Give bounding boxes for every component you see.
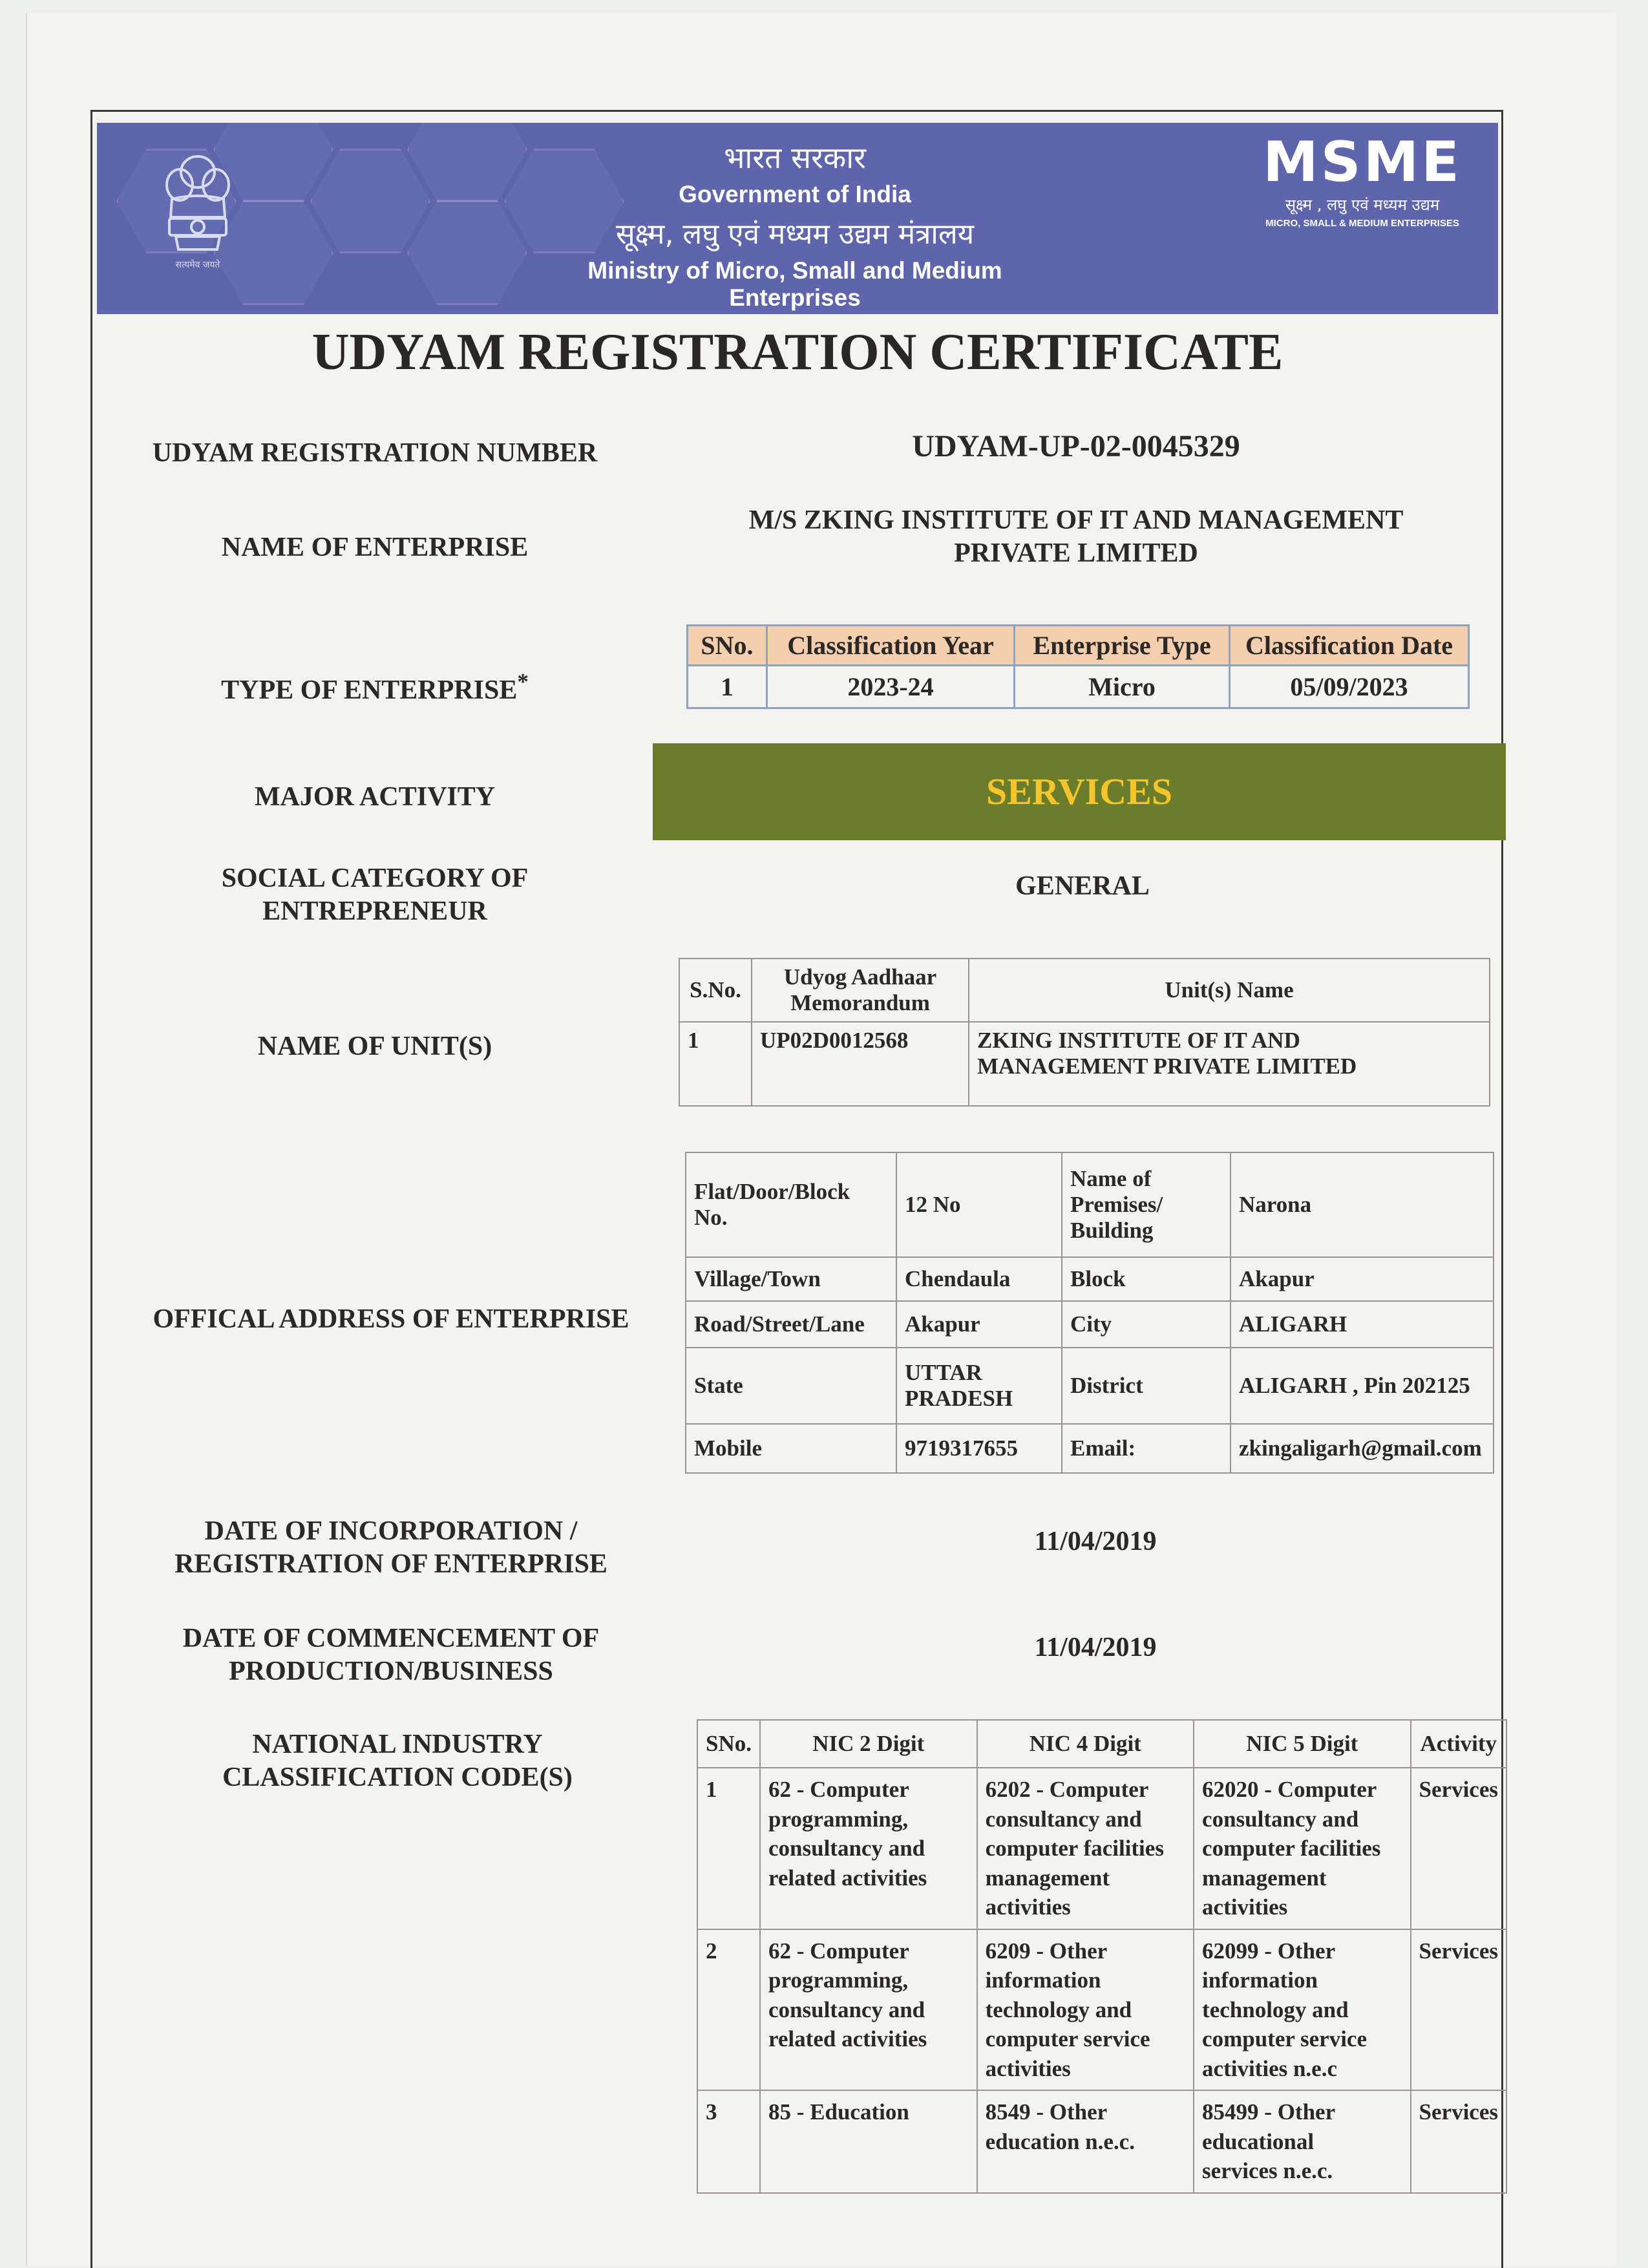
units-cell-name-line-2: MANAGEMENT PRIVATE LIMITED [977, 1054, 1357, 1079]
nic-cell-activity: Services [1411, 1768, 1506, 1929]
addr-flat-label [686, 1152, 896, 1257]
addr-city-value: ALIGARH [1231, 1301, 1494, 1348]
enterprise-type-label [129, 668, 620, 707]
addr-mobile-label: Mobile [686, 1424, 896, 1473]
ministry-hindi: सूक्ष्म, लघु एवं मध्यम उद्यम मंत्रालय [615, 218, 975, 251]
nic-label-line-1: NATIONAL INDUSTRY [252, 1730, 543, 1759]
nic-cell-nic4-line: education n.e.c. [985, 2128, 1135, 2154]
msme-logo-hindi: सूक्ष्म , लघु एवं मध्यम उद्यम [1285, 196, 1440, 214]
enterprise-name-line-1: M/S ZKING INSTITUTE OF IT AND MANAGEMENT [748, 505, 1404, 535]
nic-cell-activity: Services [1411, 1929, 1506, 2091]
header-banner [97, 123, 1498, 314]
nic-cell-nic2-line: programming, [768, 1967, 909, 1993]
reg-no-label: UDYAM REGISTRATION NUMBER [152, 438, 598, 468]
reg-no-value: UDYAM-UP-02-0045329 [912, 429, 1240, 463]
address-label: OFFICAL ADDRESS OF ENTERPRISE [153, 1304, 629, 1334]
addr-state-label: State [686, 1348, 896, 1424]
addr-state-value-line-1: UTTAR [905, 1360, 982, 1385]
addr-district-label: District [1062, 1348, 1231, 1424]
commencement-date-label-line-2: PRODUCTION/BUSINESS [229, 1657, 553, 1687]
nic-cell-nic4 [977, 1768, 1194, 1929]
nic-cell-nic5 [1194, 2090, 1411, 2193]
addr-block-value: Akapur [1231, 1257, 1494, 1301]
addr-flat-label-line-2: No. [694, 1205, 728, 1230]
nic-cell-nic4-line: technology and [985, 1997, 1132, 2022]
nic-cell-nic5-line: activities n.e.c [1202, 2055, 1338, 2081]
units-cell-name-line-1: ZKING INSTITUTE OF IT AND [977, 1028, 1300, 1053]
addr-mobile-value: 9719317655 [896, 1424, 1062, 1473]
nic-cell-nic5-line: activities [1202, 1894, 1288, 1920]
major-activity-label: MAJOR ACTIVITY [254, 782, 496, 812]
addr-flat-value: 12 No [896, 1152, 1062, 1257]
units-header-uam [752, 959, 969, 1022]
commencement-date-label [129, 1622, 653, 1688]
nic-cell-nic4-line: 6202 - Computer [985, 1777, 1149, 1802]
nic-cell-nic4-line: 6209 - Other [985, 1938, 1108, 1964]
nic-cell-nic4-line: activities [985, 1894, 1071, 1920]
social-category-label-line-1: SOCIAL CATEGORY OF [221, 864, 529, 893]
incorporation-date-label-line-1: DATE OF INCORPORATION / [204, 1516, 578, 1546]
nic-cell-nic2-line: 62 - Computer [768, 1938, 909, 1964]
nic-cell-sno: 1 [697, 1768, 760, 1929]
commencement-date-value: 11/04/2019 [1034, 1633, 1157, 1662]
addr-road-value: Akapur [896, 1301, 1062, 1348]
nic-header-nic5: NIC 5 Digit [1194, 1720, 1411, 1768]
cls-cell-date: 05/09/2023 [1230, 666, 1469, 708]
nic-cell-nic4-line: consultancy and [985, 1806, 1142, 1832]
incorporation-date-label [129, 1515, 653, 1581]
nic-cell-nic4-line: computer facilities [985, 1836, 1164, 1861]
units-header-name: Unit(s) Name [969, 959, 1490, 1022]
nic-cell-nic2-line: programming, [768, 1806, 909, 1832]
nic-cell-nic4-line: computer service [985, 2026, 1150, 2051]
nic-cell-nic4-line: information [985, 1967, 1101, 1993]
nic-table-row [697, 1768, 1506, 1929]
nic-label [129, 1728, 666, 1794]
nic-cell-nic2-line: consultancy and [768, 1997, 925, 2022]
nic-cell-nic5 [1194, 1768, 1411, 1929]
social-category-value: GENERAL [1015, 871, 1150, 901]
enterprise-type-label-text: TYPE OF ENTERPRISE [221, 675, 518, 705]
nic-cell-nic5-line: computer service [1202, 2026, 1367, 2051]
nic-cell-nic5-line: management [1202, 1865, 1327, 1891]
nic-cell-nic2-line: consultancy and [768, 1836, 925, 1861]
addr-email-value: zkingaligarh@gmail.com [1231, 1424, 1494, 1473]
govt-english: Government of India [679, 181, 911, 207]
units-header-sno: S.No. [679, 959, 752, 1022]
addr-premises-value: Narona [1231, 1152, 1494, 1257]
commencement-date-label-line-1: DATE OF COMMENCEMENT OF [182, 1624, 600, 1653]
nic-cell-nic4-line: management [985, 1865, 1110, 1891]
nic-cell-nic5-line: 85499 - Other [1202, 2099, 1336, 2125]
nic-cell-nic4 [977, 1929, 1194, 2091]
msme-logo-english: MICRO, SMALL & MEDIUM ENTERPRISES [1265, 218, 1459, 229]
addr-state-value [896, 1348, 1062, 1424]
nic-cell-nic5-line: services n.e.c. [1202, 2158, 1333, 2183]
nic-cell-nic2-line: 85 - Education [768, 2099, 909, 2125]
nic-header-nic2: NIC 2 Digit [760, 1720, 977, 1768]
cls-cell-year: 2023-24 [767, 666, 1015, 708]
govt-hindi: भारत सरकार [724, 140, 866, 175]
nic-cell-nic2-line: related activities [768, 2026, 927, 2051]
classification-table [686, 624, 1470, 709]
nic-label-line-2: CLASSIFICATION CODE(S) [222, 1763, 573, 1793]
addr-village-value: Chendaula [896, 1257, 1062, 1301]
units-cell-uam: UP02D0012568 [752, 1022, 969, 1106]
enterprise-name-line-2: PRIVATE LIMITED [954, 538, 1198, 569]
nic-cell-nic5-line: consultancy and [1202, 1806, 1359, 1832]
address-table [685, 1152, 1494, 1474]
addr-premises-label-line-2: Premises/ [1070, 1192, 1163, 1217]
addr-state-value-line-2: PRADESH [905, 1386, 1013, 1411]
nic-table-row [697, 2090, 1506, 2193]
emblem-motto: सत्यमेव जयते [175, 260, 220, 270]
social-category-label [129, 862, 620, 928]
cls-header-year: Classification Year [767, 626, 1015, 666]
cls-header-type: Enterprise Type [1015, 626, 1230, 666]
enterprise-name-value [685, 504, 1467, 570]
social-category-label-line-2: ENTREPRENEUR [262, 896, 487, 927]
asterisk: * [517, 669, 529, 694]
nic-cell-nic5-line: 62099 - Other [1202, 1938, 1336, 1964]
nic-cell-nic4 [977, 2090, 1194, 2193]
units-cell-name [969, 1022, 1490, 1106]
cls-header-date: Classification Date [1230, 626, 1469, 666]
major-activity-value: SERVICES [653, 743, 1506, 840]
nic-table [697, 1719, 1507, 2194]
nic-cell-nic2 [760, 1929, 977, 2091]
addr-village-label: Village/Town [686, 1257, 896, 1301]
nic-cell-nic5-line: 62020 - Computer [1202, 1777, 1377, 1802]
units-table [679, 958, 1490, 1107]
nic-cell-nic4-line: 8549 - Other [985, 2099, 1108, 2125]
nic-cell-nic2-line: related activities [768, 1865, 927, 1891]
msme-logo-text: MSME [1263, 130, 1462, 195]
units-label: NAME OF UNIT(S) [257, 1032, 492, 1061]
nic-cell-nic5-line: computer facilities [1202, 1836, 1381, 1861]
banner-text [549, 136, 1041, 312]
addr-premises-label [1062, 1152, 1231, 1257]
incorporation-date-label-line-2: REGISTRATION OF ENTERPRISE [174, 1549, 607, 1580]
ministry-english: Ministry of Micro, Small and Medium Enterprises [587, 257, 1002, 311]
nic-cell-nic5 [1194, 1929, 1411, 2091]
nic-header-sno: SNo. [697, 1720, 760, 1768]
national-emblem-icon [153, 146, 243, 275]
cls-cell-type: Micro [1015, 666, 1230, 708]
nic-header-activity: Activity [1411, 1720, 1506, 1768]
cls-header-sno: SNo. [688, 626, 767, 666]
addr-district-value: ALIGARH , Pin 202125 [1231, 1348, 1494, 1424]
cls-cell-sno: 1 [688, 666, 767, 708]
addr-flat-label-line-1: Flat/Door/Block [694, 1179, 850, 1204]
nic-cell-nic5-line: technology and [1202, 1997, 1349, 2022]
addr-road-label: Road/Street/Lane [686, 1301, 896, 1348]
nic-table-row [697, 1929, 1506, 2091]
nic-cell-nic5-line: educational [1202, 2128, 1315, 2154]
nic-cell-nic2 [760, 1768, 977, 1929]
enterprise-name-label: NAME OF ENTERPRISE [221, 533, 529, 562]
units-cell-sno: 1 [679, 1022, 752, 1106]
units-header-uam-line-2: Memorandum [790, 990, 930, 1015]
nic-cell-activity: Services [1411, 2090, 1506, 2193]
nic-cell-nic2 [760, 2090, 977, 2193]
msme-logo [1240, 130, 1485, 229]
addr-premises-label-line-3: Building [1070, 1218, 1154, 1243]
addr-premises-label-line-1: Name of [1070, 1166, 1152, 1191]
addr-block-label: Block [1062, 1257, 1231, 1301]
nic-table-body [697, 1768, 1506, 2193]
units-header-uam-line-1: Udyog Aadhaar [783, 964, 937, 990]
nic-cell-sno: 3 [697, 2090, 760, 2193]
nic-cell-nic2-line: 62 - Computer [768, 1777, 909, 1802]
nic-header-nic4: NIC 4 Digit [977, 1720, 1194, 1768]
certificate-title: UDYAM REGISTRATION CERTIFICATE [312, 324, 1284, 381]
nic-cell-nic5-line: information [1202, 1967, 1318, 1993]
addr-email-label: Email: [1062, 1424, 1231, 1473]
nic-cell-nic4-line: activities [985, 2055, 1071, 2081]
incorporation-date-value: 11/04/2019 [1034, 1527, 1157, 1556]
addr-city-label: City [1062, 1301, 1231, 1348]
nic-cell-sno: 2 [697, 1929, 760, 2091]
